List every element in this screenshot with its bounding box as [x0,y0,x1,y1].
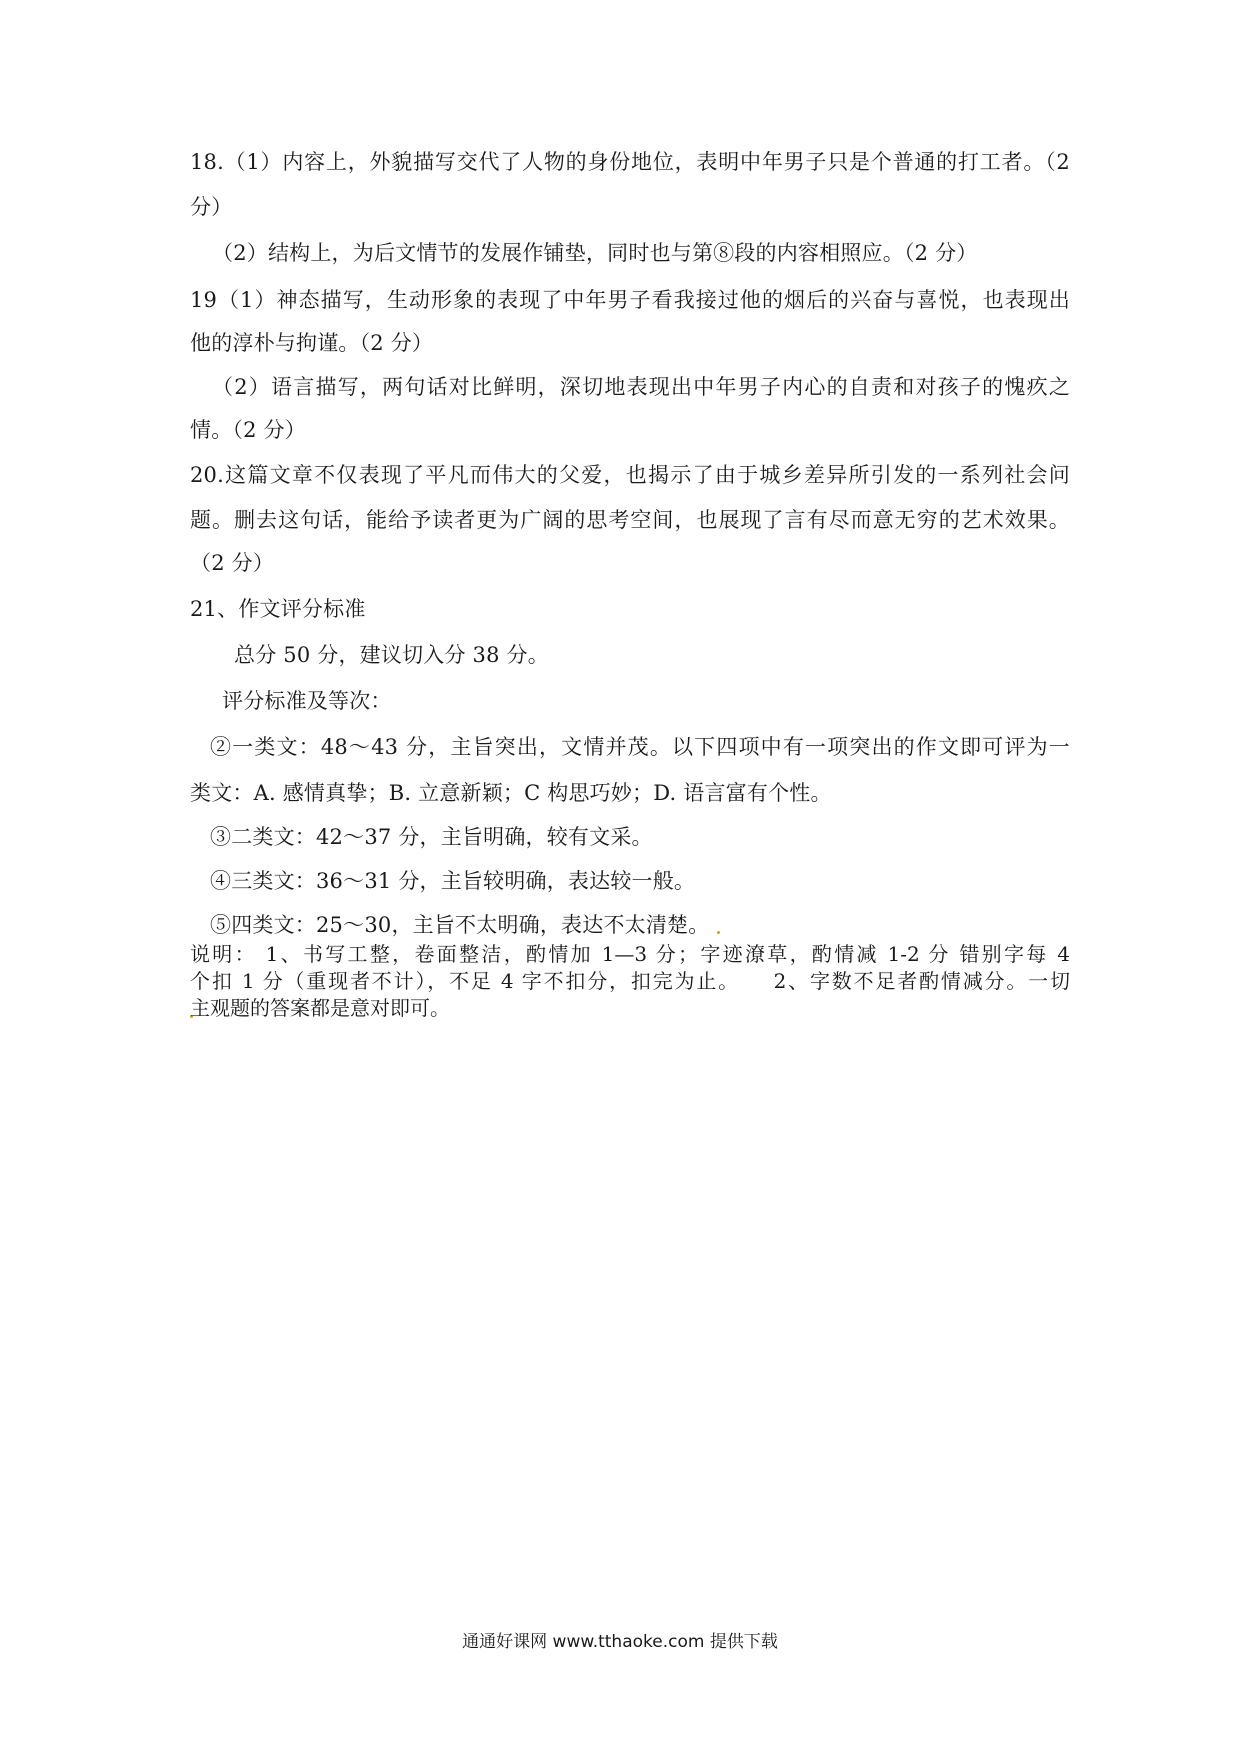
answer-20-line2: 题。删去这句话，能给予读者更为广阔的思考空间，也展现了言有尽而意无穷的艺术效果。 [190,508,1070,532]
answer-18-part1-line1: 18.（1）内容上，外貌描写交代了人物的身份地位，表明中年男子只是个普通的打工者。（2 [190,150,1070,174]
essay-level-1-line2: 类文：A. 感情真挚；B. 立意新颖；C 构思巧妙；D. 语言富有个性。 [190,781,832,805]
answer-19-part1-line2: 他的淳朴与拘谨。（2 分） [190,331,434,355]
answer-19-part2-line2: 情。（2 分） [190,418,306,442]
answer-18-part2: （2）结构上，为后文情节的发展作铺垫，同时也与第⑧段的内容相照应。（2 分） [212,241,978,265]
note-line3: 主观题的答案都是意对即可。 [190,996,450,1020]
essay-total-score: 总分 50 分，建议切入分 38 分。 [234,643,549,667]
essay-level-2: ③二类文：42～37 分，主旨明确，较有文采。 [210,825,653,849]
answer-19-part1-line1: 19（1）神态描写，生动形象的表现了中年男子看我接过他的烟后的兴奋与喜悦，也表现出 [190,288,1070,312]
essay-level-3: ④三类文：36～31 分，主旨较明确，表达较一般。 [210,869,696,893]
note-line1: 说明： 1、书写工整，卷面整洁，酌情加 1—3 分；字迹潦草，酌情减 1-2 分 错别字每 4 [190,942,1070,966]
essay-level-4: ⑤四类文：25～30，主旨不太明确，表达不太清楚。 [210,913,710,937]
answer-19-part2-line1: （2）语言描写，两句话对比鲜明，深切地表现出中年男子内心的自责和对孩子的愧疚之 [212,375,1070,399]
answer-20-line3: （2 分） [190,551,275,575]
essay-grading-heading: 21、作文评分标准 [190,597,366,621]
decorative-dot [717,931,720,934]
essay-level-1-line1: ②一类文：48～43 分，主旨突出，文情并茂。以下四项中有一项突出的作文即可评为一 [210,735,1070,759]
footer-source: 通通好课网 www.tthaoke.com 提供下载 [462,1632,778,1652]
answer-20-line1: 20.这篇文章不仅表现了平凡而伟大的父爱，也揭示了由于城乡差异所引发的一系列社会问 [190,463,1070,487]
essay-levels-heading: 评分标准及等次： [222,689,392,713]
answer-18-part1-line2: 分） [190,195,233,219]
note-line2: 个扣 1 分（重现者不计），不足 4 字不扣分，扣完为止。 2、字数不足者酌情减分。一切 [190,969,1070,993]
